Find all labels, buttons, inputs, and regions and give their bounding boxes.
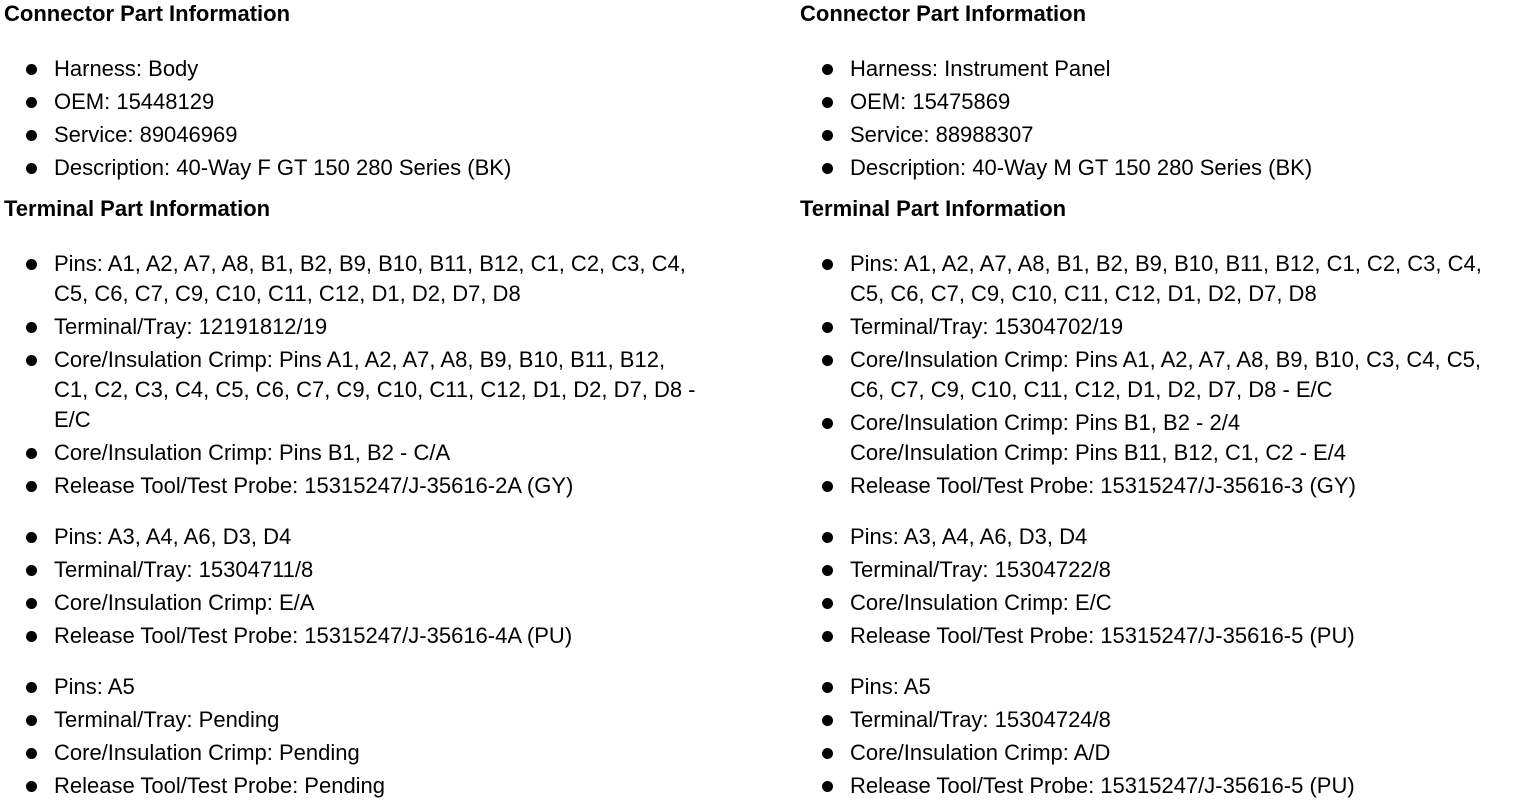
list-item: Release Tool/Test Probe: 15315247/J-35616-4A (PU) — [4, 621, 704, 651]
bullet-icon — [26, 64, 37, 75]
list-item: Core/Insulation Crimp: E/C — [800, 588, 1500, 618]
list-item: Core/Insulation Crimp: Pins A1, A2, A7, A8, B9, B10, B11, B12, C1, C2, C3, C4, C5, C6, C7, C9, C10, C11, C12, D1, D2, D7, D8 - E/C — [4, 345, 704, 435]
list-item: Description: 40-Way M GT 150 280 Series (BK) — [800, 153, 1500, 183]
list-item: Core/Insulation Crimp: Pins B1, B2 - C/A — [4, 438, 704, 468]
bullet-icon — [26, 682, 37, 693]
bullet-icon — [822, 532, 833, 543]
list-item: Terminal/Tray: Pending — [4, 705, 704, 735]
list-item: Core/Insulation Crimp: Pins B1, B2 - 2/4 Core/Insulation Crimp: Pins B11, B12, C1, C2 - E/4 — [800, 408, 1500, 468]
list-item: Harness: Body — [4, 54, 704, 84]
list-item: Terminal/Tray: 15304711/8 — [4, 555, 704, 585]
bullet-icon — [26, 598, 37, 609]
bullet-icon — [822, 64, 833, 75]
connector-part-info-heading: Connector Part Information — [800, 1, 1087, 26]
list-item: Terminal/Tray: 15304724/8 — [800, 705, 1500, 735]
list-item: Core/Insulation Crimp: A/D — [800, 738, 1500, 768]
body-connector-column — [4, 0, 704, 804]
bullet-icon — [26, 163, 37, 174]
list-item: Harness: Instrument Panel — [800, 54, 1500, 84]
terminal-group-3 — [800, 672, 1500, 801]
bullet-icon — [26, 355, 37, 366]
list-item: Service: 89046969 — [4, 120, 704, 150]
bullet-icon — [822, 781, 833, 792]
bullet-icon — [26, 259, 37, 270]
bullet-icon — [822, 631, 833, 642]
terminal-part-info-heading: Terminal Part Information — [4, 196, 271, 221]
bullet-icon — [822, 682, 833, 693]
terminal-group-3 — [4, 672, 704, 801]
terminal-group-2 — [800, 522, 1500, 651]
bullet-icon — [822, 97, 833, 108]
list-item: Pins: A1, A2, A7, A8, B1, B2, B9, B10, B11, B12, C1, C2, C3, C4, C5, C6, C7, C9, C10, C11, C12, D1, D2, D7, D8 — [4, 249, 704, 309]
instrument-panel-connector-column — [800, 0, 1500, 804]
list-item: OEM: 15448129 — [4, 87, 704, 117]
bullet-icon — [26, 781, 37, 792]
list-item: Terminal/Tray: 12191812/19 — [4, 312, 704, 342]
bullet-icon — [26, 130, 37, 141]
terminal-group-1 — [4, 249, 704, 501]
connector-part-info-heading: Connector Part Information — [4, 1, 291, 26]
bullet-icon — [26, 481, 37, 492]
terminal-group-2 — [4, 522, 704, 651]
list-item: OEM: 15475869 — [800, 87, 1500, 117]
connector-info-list — [800, 54, 1500, 183]
bullet-icon — [822, 481, 833, 492]
bullet-icon — [26, 322, 37, 333]
list-item: Release Tool/Test Probe: 15315247/J-35616-5 (PU) — [800, 621, 1500, 651]
bullet-icon — [822, 355, 833, 366]
list-item: Release Tool/Test Probe: Pending — [4, 771, 704, 801]
list-item: Service: 88988307 — [800, 120, 1500, 150]
bullet-icon — [822, 598, 833, 609]
list-item: Pins: A5 — [800, 672, 1500, 702]
bullet-icon — [822, 163, 833, 174]
list-item: Terminal/Tray: 15304702/19 — [800, 312, 1500, 342]
bullet-icon — [822, 748, 833, 759]
list-item: Pins: A5 — [4, 672, 704, 702]
bullet-icon — [822, 715, 833, 726]
list-item: Core/Insulation Crimp: Pins A1, A2, A7, A8, B9, B10, C3, C4, C5, C6, C7, C9, C10, C11, C12, D1, D2, D7, D8 - E/C — [800, 345, 1500, 405]
list-item: Release Tool/Test Probe: 15315247/J-35616-2A (GY) — [4, 471, 704, 501]
connector-info-list — [4, 54, 704, 183]
list-item: Pins: A3, A4, A6, D3, D4 — [4, 522, 704, 552]
terminal-group-1 — [800, 249, 1500, 501]
bullet-icon — [26, 631, 37, 642]
list-item: Core/Insulation Crimp: E/A — [4, 588, 704, 618]
bullet-icon — [822, 259, 833, 270]
list-item: Terminal/Tray: 15304722/8 — [800, 555, 1500, 585]
list-item: Description: 40-Way F GT 150 280 Series (BK) — [4, 153, 704, 183]
list-item: Core/Insulation Crimp: Pending — [4, 738, 704, 768]
bullet-icon — [26, 448, 37, 459]
bullet-icon — [822, 322, 833, 333]
bullet-icon — [822, 418, 833, 429]
list-item: Pins: A1, A2, A7, A8, B1, B2, B9, B10, B11, B12, C1, C2, C3, C4, C5, C6, C7, C9, C10, C11, C12, D1, D2, D7, D8 — [800, 249, 1500, 309]
terminal-part-info-heading: Terminal Part Information — [800, 196, 1067, 221]
bullet-icon — [26, 748, 37, 759]
bullet-icon — [822, 130, 833, 141]
list-item: Pins: A3, A4, A6, D3, D4 — [800, 522, 1500, 552]
list-item: Release Tool/Test Probe: 15315247/J-35616-5 (PU) — [800, 771, 1500, 801]
bullet-icon — [26, 97, 37, 108]
bullet-icon — [26, 565, 37, 576]
list-item: Release Tool/Test Probe: 15315247/J-35616-3 (GY) — [800, 471, 1500, 501]
bullet-icon — [26, 715, 37, 726]
bullet-icon — [26, 532, 37, 543]
bullet-icon — [822, 565, 833, 576]
